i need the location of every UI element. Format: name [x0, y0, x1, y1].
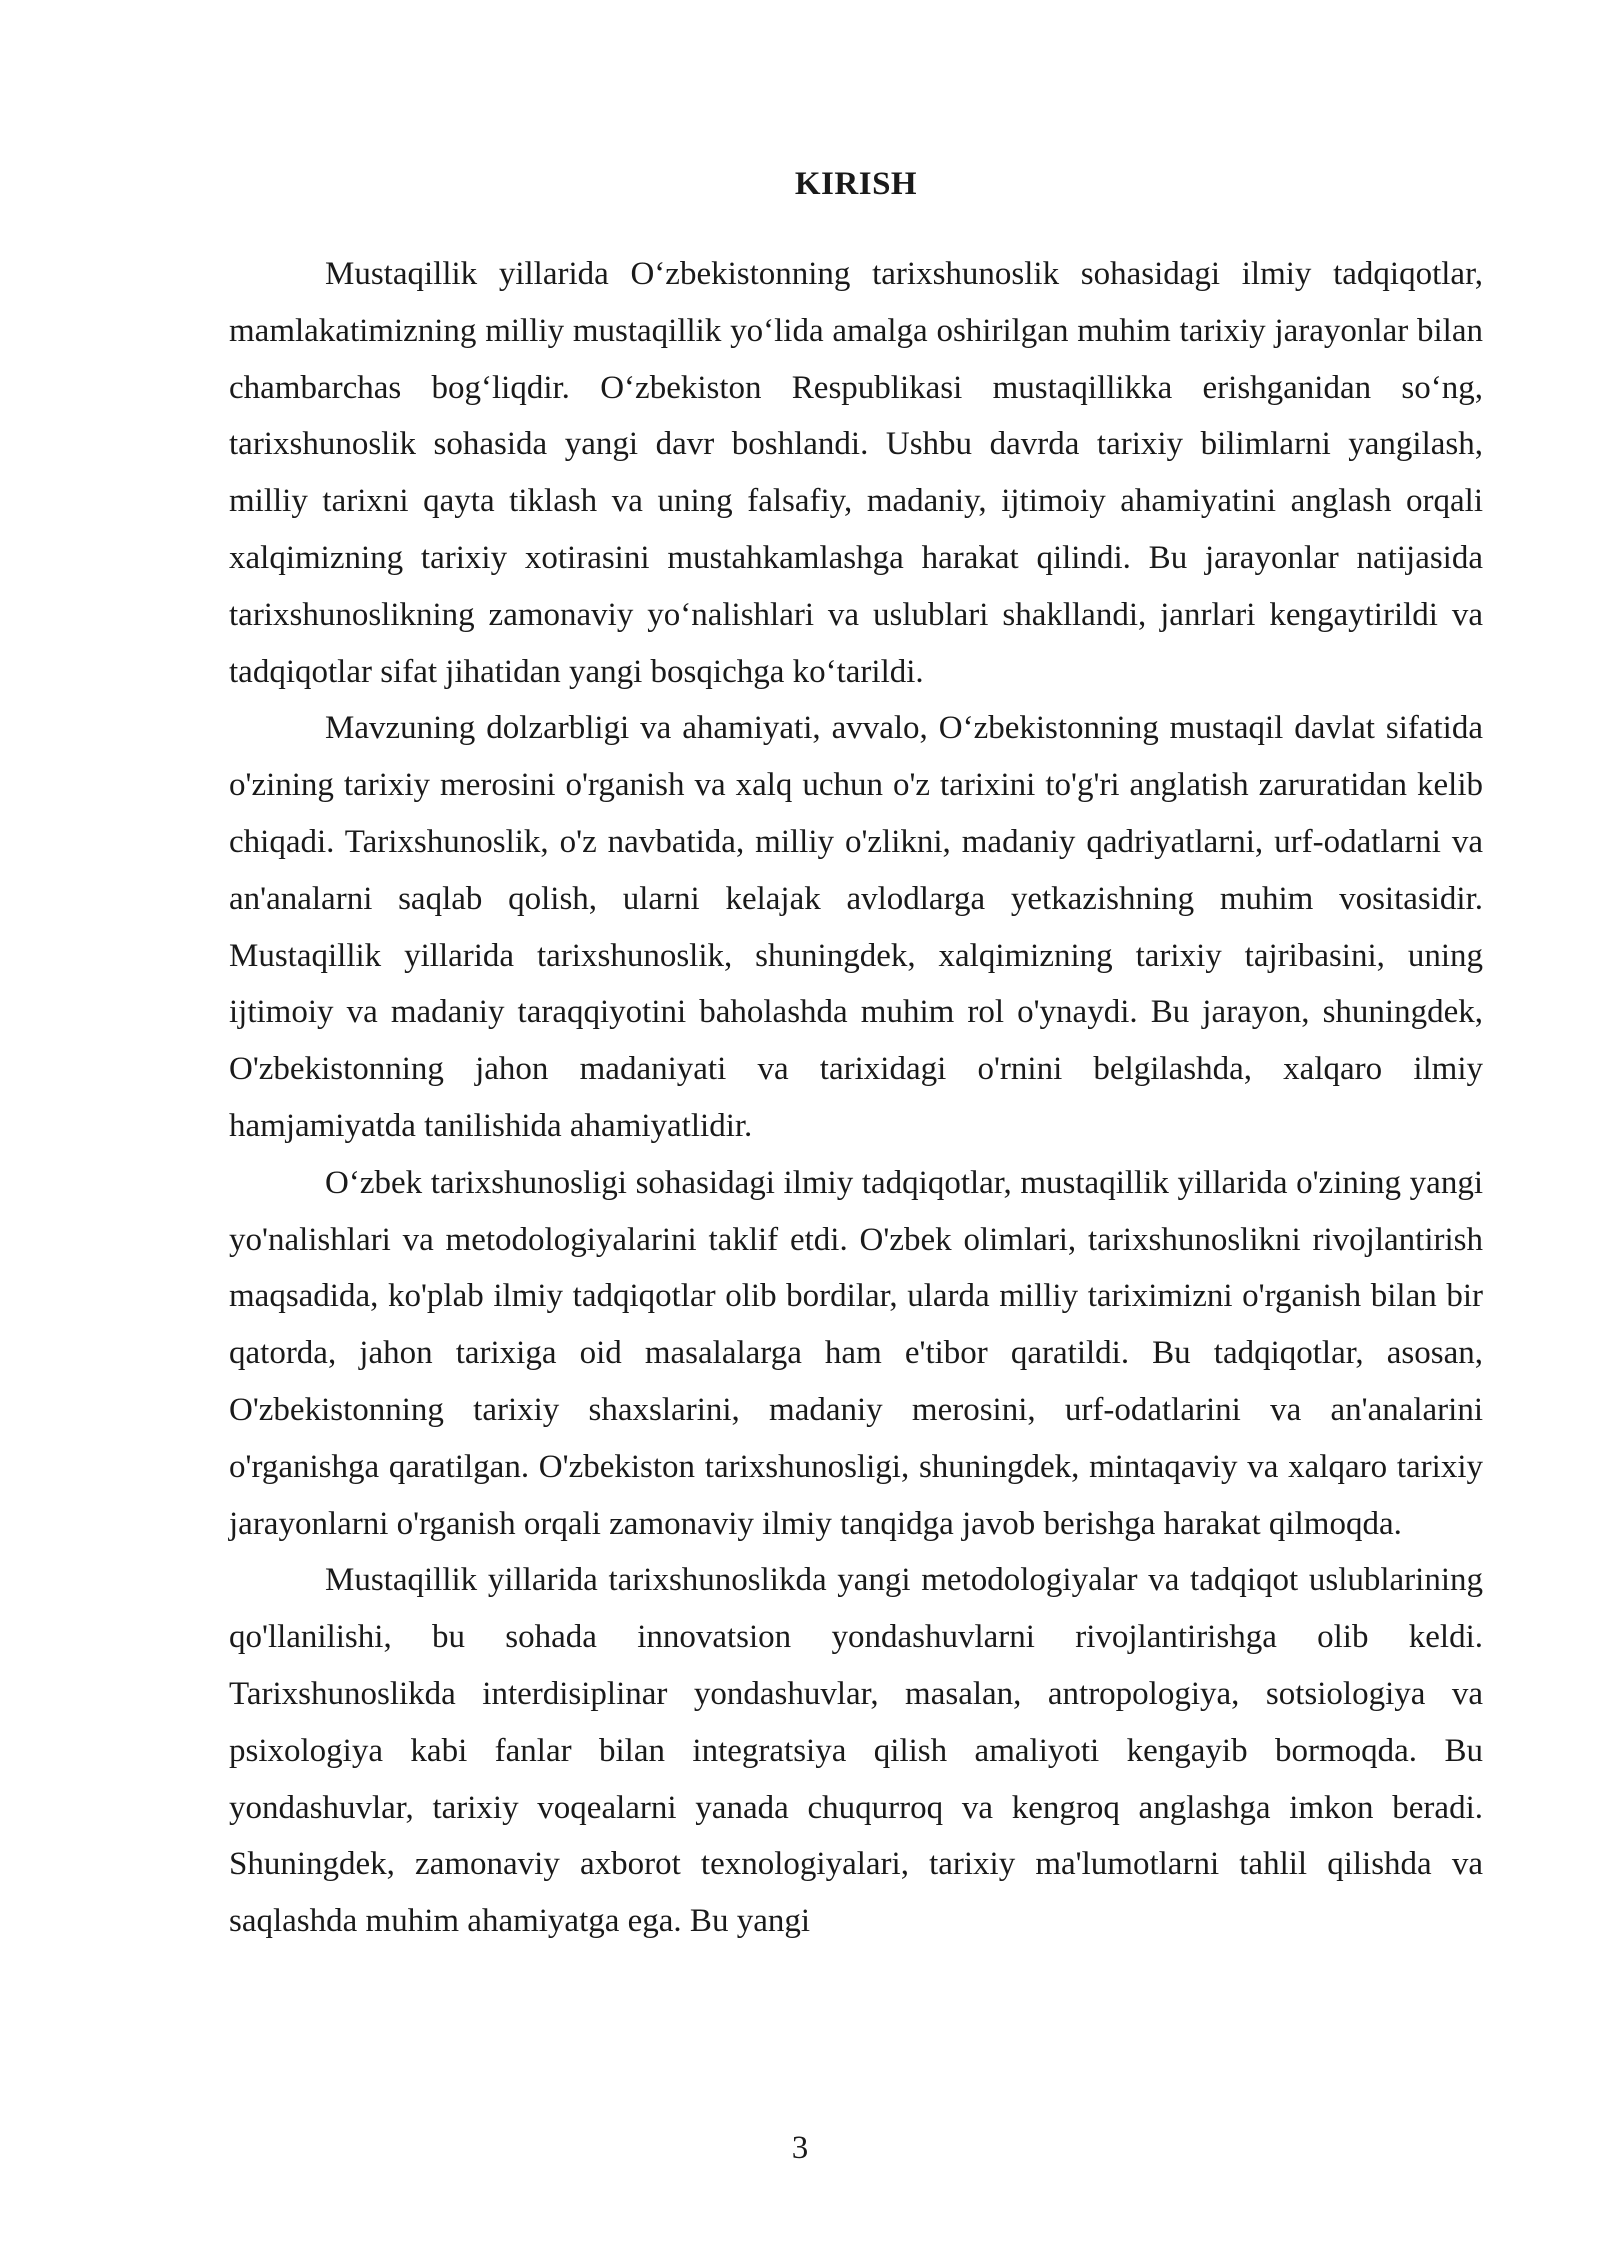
- paragraph-3: O‘zbek tarixshunosligi sohasidagi ilmiy tadqiqotlar, mustaqillik yillarida o'zining yangi yo'nalishlari va metodologiyalarini taklif etdi. O'zbek olimlari, tarixshunoslikni rivojlantirish maqsadida, ko'plab ilmiy tadqiqotlar olib bordilar, ularda milliy tariximizni o'rganish bilan bir qatorda, jahon tarixiga oid masalalarga ham e'tibor qaratildi. Bu tadqiqotlar, asosan, O'zbekistonning tarixiy shaxslarini, madaniy merosini, urf-odatlarini va an'analarini o'rganishga qaratilgan. O'zbekiston tarixshunosligi, shuningdek, mintaqaviy va xalqaro tarixiy jarayonlarni o'rganish orqali zamonaviy ilmiy tanqidga javob berishga harakat qilmoqda.: [229, 1164, 1483, 1542]
- paragraph-1: Mustaqillik yillarida O‘zbekistonning tarixshunoslik sohasidagi ilmiy tadqiqotlar, mamlakatimizning milliy mustaqillik yo‘lida amalga oshirilgan muhim tarixiy jarayonlar bilan chambarchas bog‘liqdir. O‘zbekiston Respublikasi mustaqillikka erishganidan so‘ng, tarixshunoslik sohasida yangi davr boshlandi. Ushbu davrda tarixiy bilimlarni yangilash, milliy tarixni qayta tiklash va uning falsafiy, madaniy, ijtimoiy ahamiyatini anglash orqali xalqimizning tarixiy xotirasini mustahkamlashga harakat qilindi. Bu jarayonlar natijasida tarixshunoslikning zamonaviy yo‘nalishlari va uslublari shakllandi, janrlari kengaytirildi va tadqiqotlar sifat jihatidan yangi bosqichga ko‘tarildi.: [229, 256, 1483, 690]
- body-text: [229, 246, 1483, 1950]
- paragraph-4: Mustaqillik yillarida tarixshunoslikda yangi metodologiyalar va tadqiqot uslublarining qo'llanilishi, bu sohada innovatsion yondashuvlarni rivojlantirishga olib keldi. Tarixshunoslikda interdisiplinar yondashuvlar, masalan, antropologiya, sotsiologiya va psixologiya kabi fanlar bilan integratsiya qilish amaliyoti kengayib bormoqda. Bu yondashuvlar, tarixiy voqealarni yanada chuqurroq va kengroq anglashga imkon beradi. Shuningdek, zamonaviy axborot texnologiyalari, tarixiy ma'lumotlarni tahlil qilishda va saqlashda muhim ahamiyatga ega. Bu yangi: [229, 1562, 1483, 1940]
- page-number: 3: [791, 2130, 809, 2166]
- paragraph-2: Mavzuning dolzarbligi va ahamiyati, avvalo, O‘zbekistonning mustaqil davlat sifatida o'zining tarixiy merosini o'rganish va xalq uchun o'z tarixini to'g'ri anglatish zaruratidan kelib chiqadi. Tarixshunoslik, o'z navbatida, milliy o'zlikni, madaniy qadriyatlarni, urf-odatlarni va an'analarni saqlab qolish, ularni kelajak avlodlarga yetkazishning muhim vositasidir. Mustaqillik yillarida tarixshunoslik, shuningdek, xalqimizning tarixiy tajribasini, uning ijtimoiy va madaniy taraqqiyotini baholashda muhim rol o'ynaydi. Bu jarayon, shuningdek, O'zbekistonning jahon madaniyati va tarixidagi o'rnini belgilashda, xalqaro ilmiy hamjamiyatda tanilishida ahamiyatlidir.: [229, 710, 1483, 1144]
- page-title: KIRISH: [794, 166, 918, 202]
